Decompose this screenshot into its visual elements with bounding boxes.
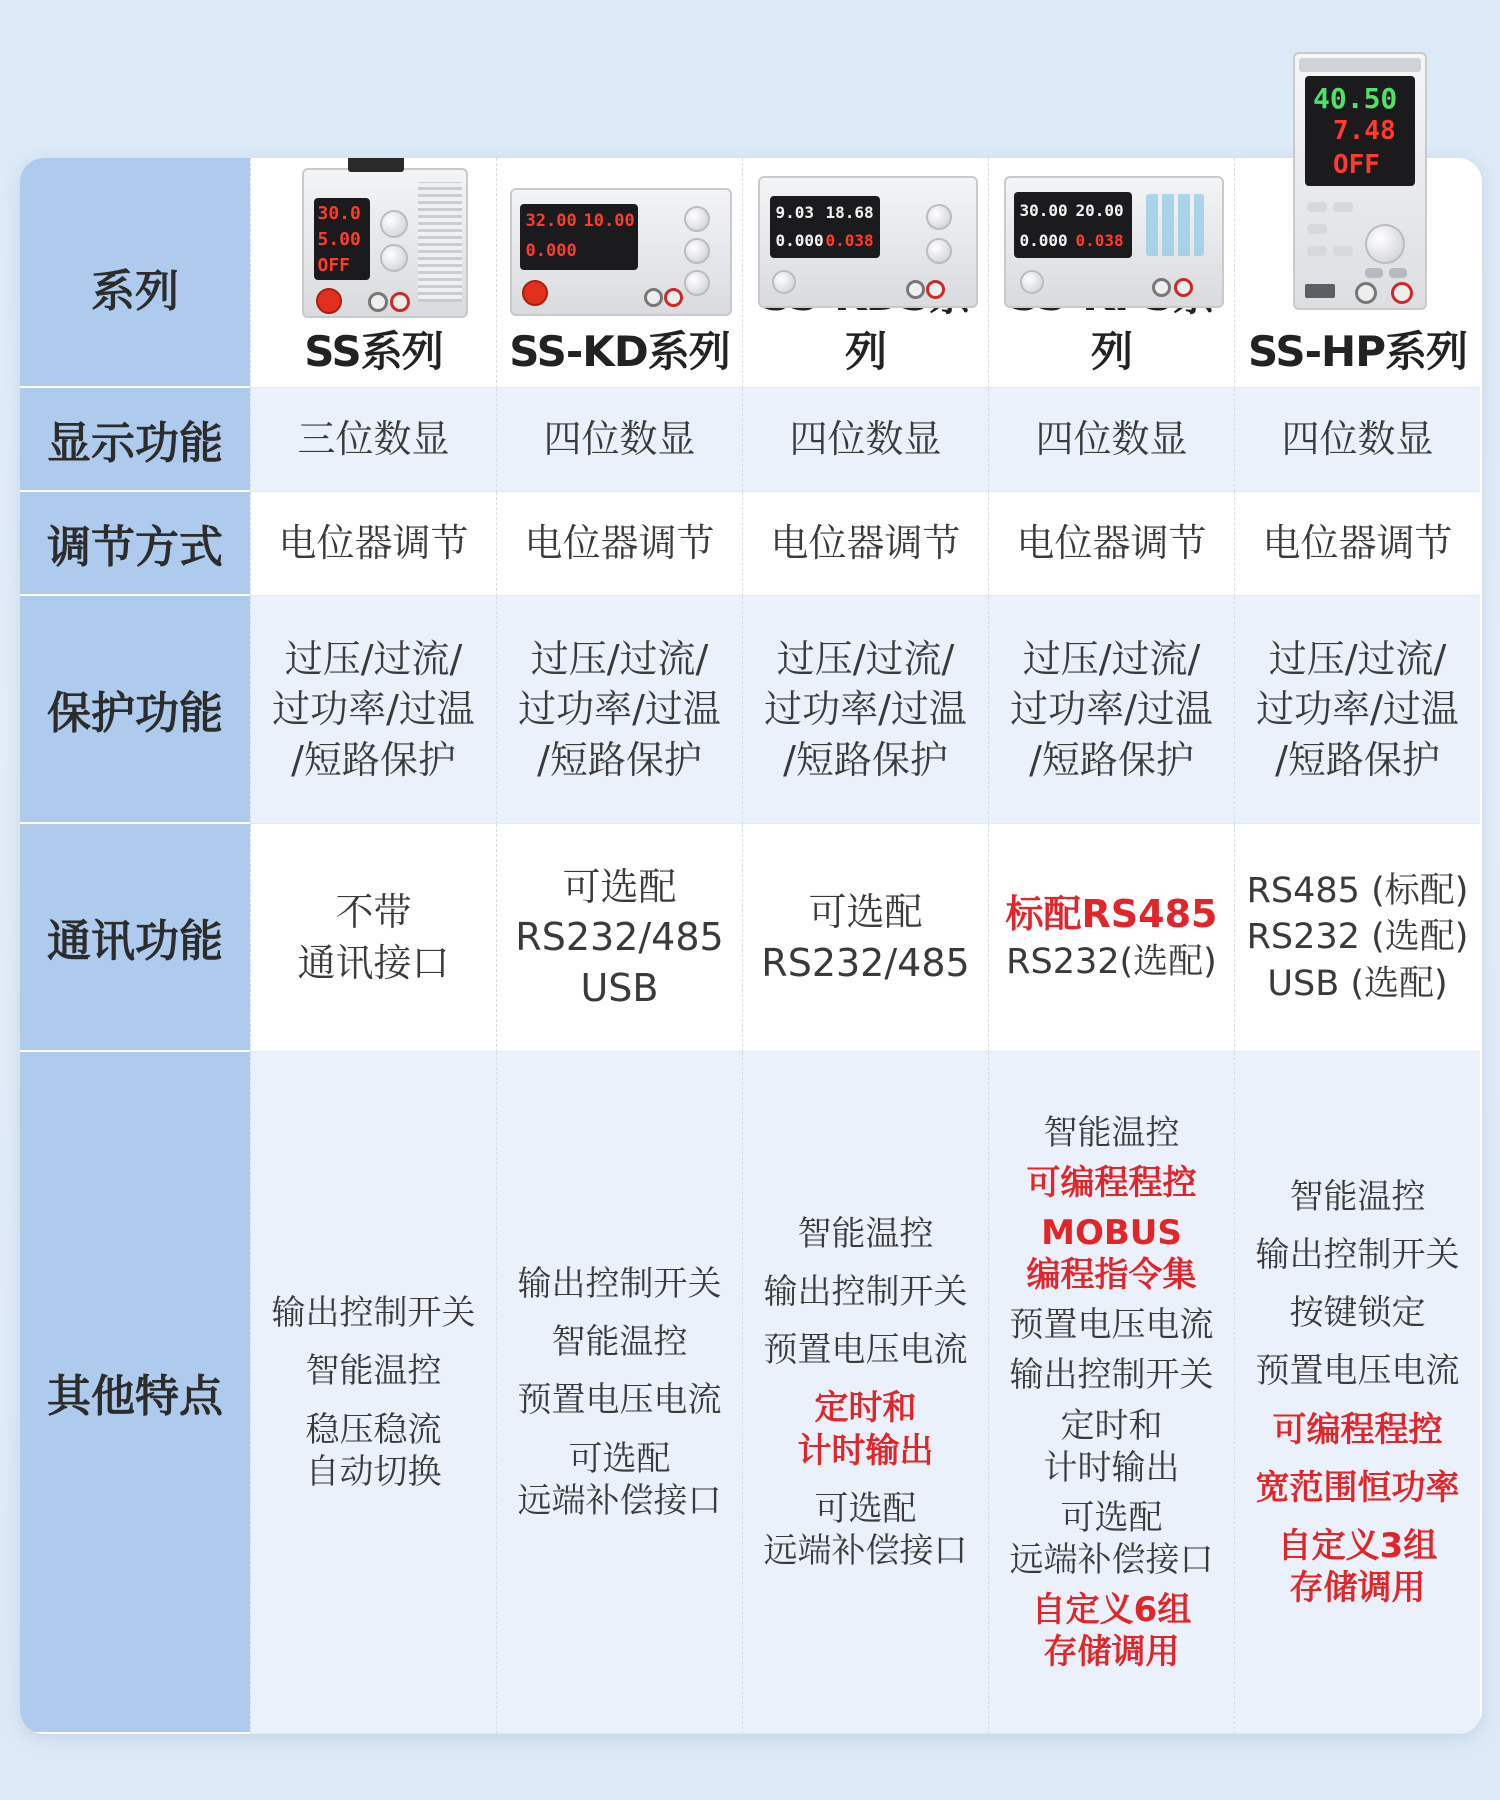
comparison-table [20,158,1482,1734]
label-adjust: 调节方式 [20,492,250,596]
comm-line: 通讯接口 [297,940,450,985]
comm-line: RS232 (选配) [1246,917,1469,958]
comm-line-highlight: 标配RS485 [1005,892,1218,937]
comm-kds [742,824,988,1052]
kds-energy-readout: 0.038 [825,231,874,250]
series-name-kps: 列 [1090,326,1132,376]
protect-line: /短路保护 [537,737,702,782]
protect-line: 过功率/过温 [518,687,721,732]
display-hp: 四位数显 [1234,388,1480,492]
row-features [20,1052,1482,1734]
feature-item-highlight: 存储调用 [1289,1567,1426,1608]
row-adjust [20,492,1482,596]
comm-hp [1234,824,1480,1052]
label-features: 其他特点 [20,1052,250,1734]
series-name-ss: SS系列 [304,326,443,376]
col-kps [988,158,1234,388]
hp-current-readout: 7.48 [1333,116,1396,146]
ss-voltage-readout: 30.0 [317,202,361,224]
feature-item-highlight: 自定义3组 [1277,1525,1438,1566]
label-display: 显示功能 [20,388,250,492]
protect-kps [988,596,1234,824]
kd-current-readout: 10.00 [583,210,635,231]
comm-line: 可选配 [808,890,923,935]
feature-item-highlight: 可编程程控 [1272,1409,1443,1450]
kds-voltage-readout: 9.03 [775,203,815,222]
ss-kps-device-image [996,158,1228,262]
adjust-kds: 电位器调节 [742,492,988,596]
feature-item-highlight: 宽范围恒功率 [1255,1467,1460,1508]
feature-item: 可选配 [1060,1497,1163,1538]
col-kds [742,158,988,388]
comm-line: 可选配 [562,865,677,910]
ss-kd-device-image [504,168,736,318]
feature-item: 输出控制开关 [271,1293,476,1334]
feature-item: 可选配 [568,1438,671,1479]
protect-line: /短路保护 [783,737,948,782]
comm-line: 不带 [335,890,412,935]
feature-item: 按键锁定 [1289,1293,1426,1334]
protect-line: 过压/过流/ [530,637,709,682]
feature-item: 输出控制开关 [1255,1235,1460,1276]
label-comm: 通讯功能 [20,824,250,1052]
feature-item: 远端补偿接口 [763,1530,968,1571]
label-protect: 保护功能 [20,596,250,824]
display-kps: 四位数显 [988,388,1234,492]
features-kd [496,1052,742,1734]
kds-power-readout: 0.000 [775,231,824,250]
ss-device-image [258,168,490,318]
feature-item: 预置电压电流 [763,1330,968,1371]
features-ss [250,1052,496,1734]
comm-ss [250,824,496,1052]
protect-kd [496,596,742,824]
adjust-ss: 电位器调节 [250,492,496,596]
feature-item: 智能温控 [1289,1176,1426,1217]
comm-kps [988,824,1234,1052]
feature-item: 可选配 [814,1488,917,1529]
comm-line: USB [580,965,659,1010]
kps-energy-readout: 0.038 [1075,231,1124,250]
protect-line: /短路保护 [291,737,456,782]
feature-item-highlight: 定时和 [814,1388,917,1429]
display-kd: 四位数显 [496,388,742,492]
protect-line: /短路保护 [1029,737,1194,782]
comm-line: RS232/485 [761,940,970,985]
protect-line: 过压/过流/ [1268,637,1447,682]
feature-item: 输出控制开关 [517,1264,722,1305]
protect-line: 过功率/过温 [272,687,475,732]
feature-item: 智能温控 [797,1213,934,1254]
protect-line: 过压/过流/ [284,637,463,682]
protect-line: 过压/过流/ [1022,637,1201,682]
comm-kd [496,824,742,1052]
feature-item-highlight: 计时输出 [797,1430,934,1471]
col-ss [250,158,496,388]
feature-item: 自动切换 [305,1451,442,1492]
kps-voltage-readout: 30.00 [1019,201,1068,220]
feature-item: 预置电压电流 [1255,1351,1460,1392]
feature-item: 计时输出 [1043,1447,1180,1488]
feature-item: 智能温控 [305,1351,442,1392]
ss-status-readout: OFF [317,254,351,276]
feature-item: 定时和 [1060,1405,1163,1446]
protect-line: 过功率/过温 [764,687,967,732]
ss-current-readout: 5.00 [317,228,361,250]
kd-voltage-readout: 32.00 [525,210,577,231]
protect-hp [1234,596,1480,824]
display-kds: 四位数显 [742,388,988,492]
kps-current-readout: 20.00 [1075,201,1124,220]
feature-item: 稳压稳流 [305,1409,442,1450]
feature-item: 输出控制开关 [763,1272,968,1313]
comm-line: RS232/485 [515,915,724,960]
series-name-kds: 列 [844,326,886,376]
features-kps [988,1052,1234,1734]
feature-item-highlight: 可编程程控 [1026,1162,1197,1203]
feature-item: 预置电压电流 [1009,1305,1214,1346]
protect-line: /短路保护 [1275,737,1440,782]
feature-item: 远端补偿接口 [517,1480,722,1521]
feature-item: 智能温控 [1043,1112,1180,1153]
adjust-kps: 电位器调节 [988,492,1234,596]
ss-kds-device-image [750,158,982,262]
feature-item-highlight: MOBUS [1041,1212,1182,1253]
ss-hp-device-image [1293,52,1427,310]
feature-item-highlight: 自定义6组 [1031,1590,1192,1631]
col-kd [496,158,742,388]
protect-ss [250,596,496,824]
hp-voltage-readout: 40.50 [1313,82,1398,115]
row-series [20,158,1482,388]
kd-power-readout: 0.000 [525,240,577,261]
row-protect [20,596,1482,824]
row-comm [20,824,1482,1052]
series-name-kd: SS-KD系列 [509,326,730,376]
protect-line: 过压/过流/ [776,637,955,682]
kps-power-readout: 0.000 [1019,231,1068,250]
feature-item: 输出控制开关 [1009,1355,1214,1396]
hp-power-readout: OFF [1333,150,1380,180]
adjust-hp: 电位器调节 [1234,492,1480,596]
features-hp [1234,1052,1480,1734]
feature-item-highlight: 存储调用 [1043,1632,1180,1673]
feature-item-highlight: 编程指令集 [1026,1255,1197,1296]
features-kds [742,1052,988,1734]
row-display [20,388,1482,492]
kds-current-readout: 18.68 [825,203,874,222]
series-name-hp: SS-HP系列 [1248,326,1467,376]
comm-line: RS232(选配) [1006,942,1217,983]
feature-item: 远端补偿接口 [1009,1539,1214,1580]
comm-line: USB (选配) [1267,963,1448,1004]
display-ss: 三位数显 [250,388,496,492]
adjust-kd: 电位器调节 [496,492,742,596]
protect-line: 过功率/过温 [1256,687,1459,732]
label-series: 系列 [20,158,250,388]
protect-kds [742,596,988,824]
protect-line: 过功率/过温 [1010,687,1213,732]
feature-item: 智能温控 [551,1322,688,1363]
comm-line: RS485 (标配) [1246,871,1469,912]
feature-item: 预置电压电流 [517,1380,722,1421]
